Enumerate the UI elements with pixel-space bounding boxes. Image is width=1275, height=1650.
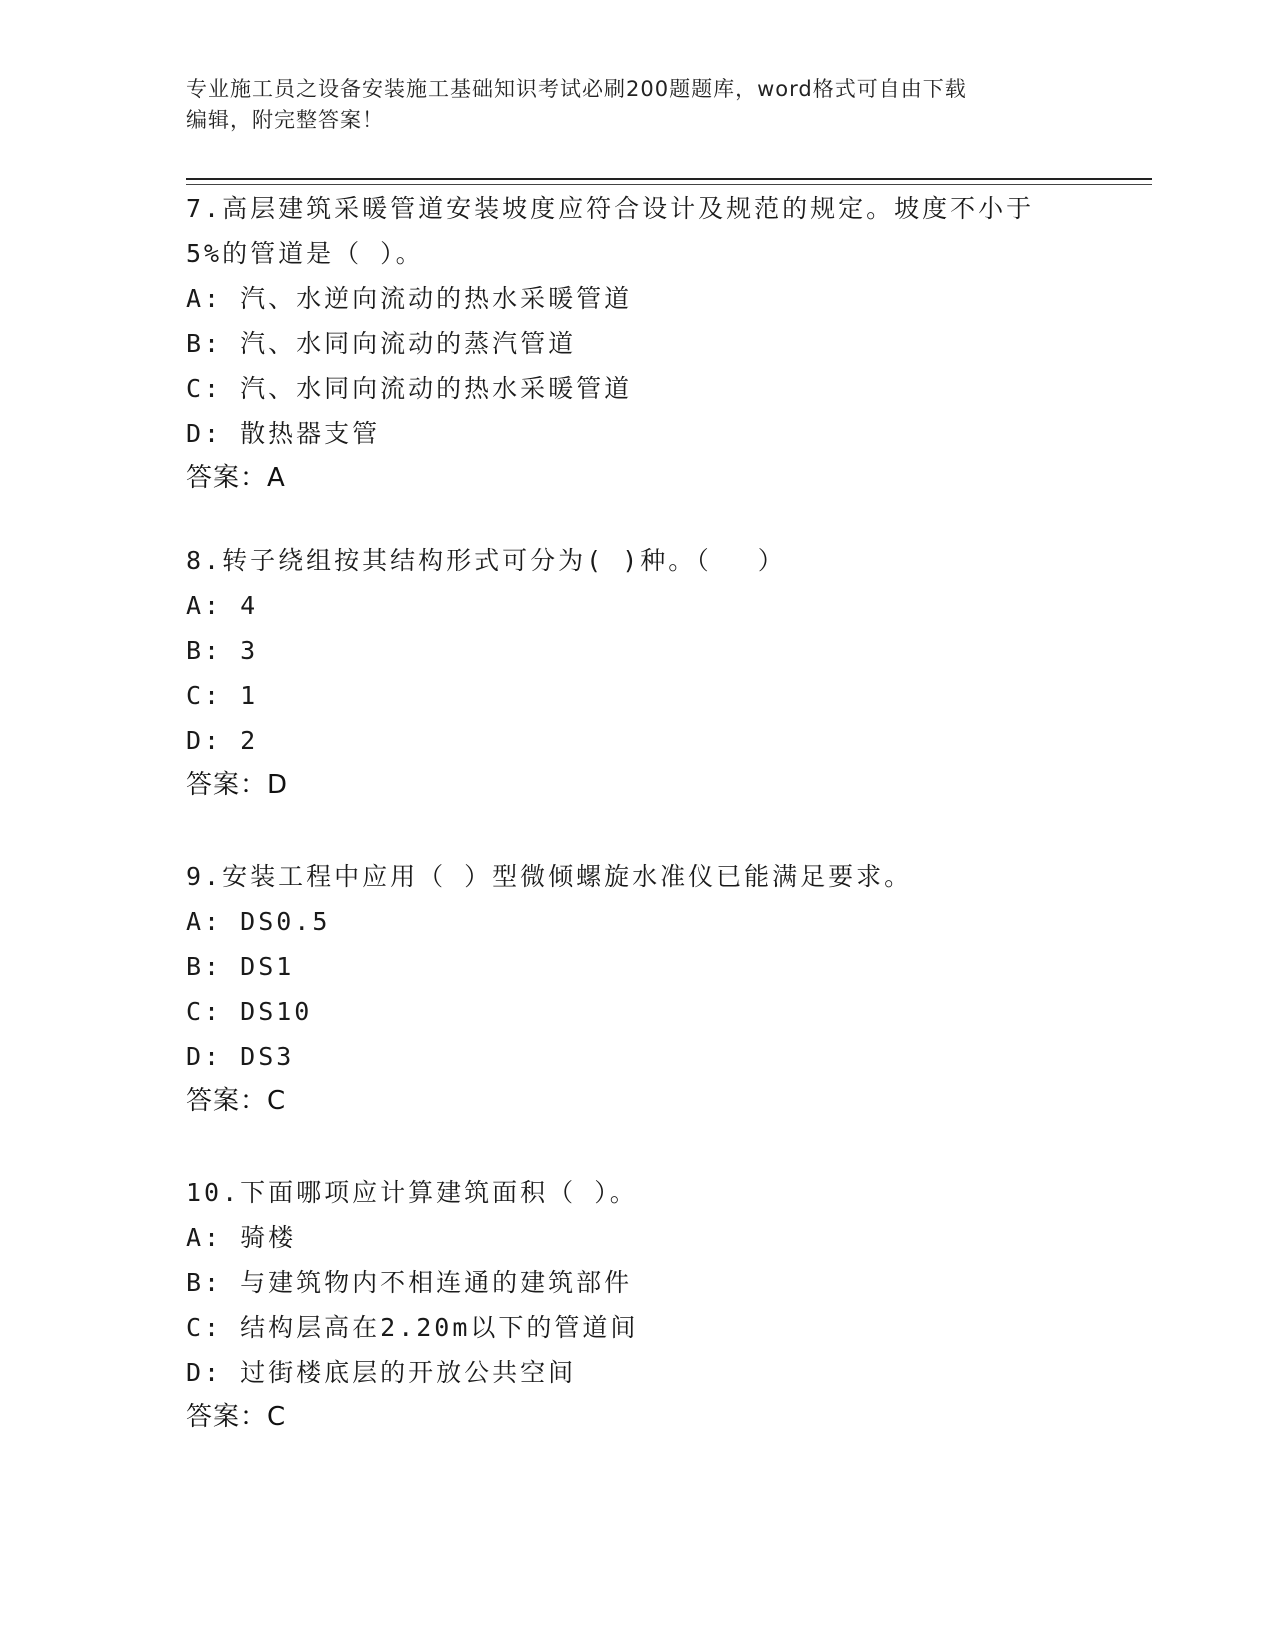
question-7 — [186, 186, 1066, 501]
answer: 答案：A — [186, 463, 286, 493]
option-b: B: 与建筑物内不相连通的建筑部件 — [186, 1268, 633, 1297]
header-divider-thick — [186, 178, 1152, 180]
document-header — [186, 74, 1066, 136]
answer: 答案：C — [186, 1086, 287, 1116]
option-a: A: 骑楼 — [186, 1223, 297, 1252]
option-b: B: 3 — [186, 636, 259, 665]
header-line-1: 专业施工员之设备安装施工基础知识考试必刷200题题库，word格式可自由下载 — [186, 77, 967, 101]
option-d: D: DS3 — [186, 1042, 295, 1071]
answer: 答案：C — [186, 1402, 287, 1432]
option-b: B: DS1 — [186, 952, 295, 981]
option-c: C: 结构层高在2.20m以下的管道间 — [186, 1313, 639, 1342]
option-c: C: 1 — [186, 681, 259, 710]
option-a: A: 汽、水逆向流动的热水采暖管道 — [186, 284, 633, 313]
header-line-2: 编辑，附完整答案！ — [186, 108, 384, 132]
option-b: B: 汽、水同向流动的蒸汽管道 — [186, 329, 577, 358]
question-10 — [186, 1170, 1066, 1440]
header-divider-thin — [186, 184, 1152, 185]
question-8 — [186, 538, 1066, 808]
option-a: A: 4 — [186, 591, 259, 620]
question-stem: 8.转子绕组按其结构形式可分为( )种。（ ） — [186, 546, 786, 575]
option-a: A: DS0.5 — [186, 907, 331, 936]
question-stem: 9.安装工程中应用（ ）型微倾螺旋水准仪已能满足要求。 — [186, 862, 913, 891]
option-c: C: 汽、水同向流动的热水采暖管道 — [186, 374, 633, 403]
answer: 答案：D — [186, 770, 289, 800]
option-c: C: DS10 — [186, 997, 313, 1026]
question-stem: 7.高层建筑采暖管道安装坡度应符合设计及规范的规定。坡度不小于5%的管道是（ ）。 — [186, 194, 1035, 268]
question-stem: 10.下面哪项应计算建筑面积（ ）。 — [186, 1178, 638, 1207]
option-d: D: 过街楼底层的开放公共空间 — [186, 1358, 577, 1387]
option-d: D: 2 — [186, 726, 259, 755]
question-9 — [186, 854, 1066, 1124]
option-d: D: 散热器支管 — [186, 419, 381, 448]
